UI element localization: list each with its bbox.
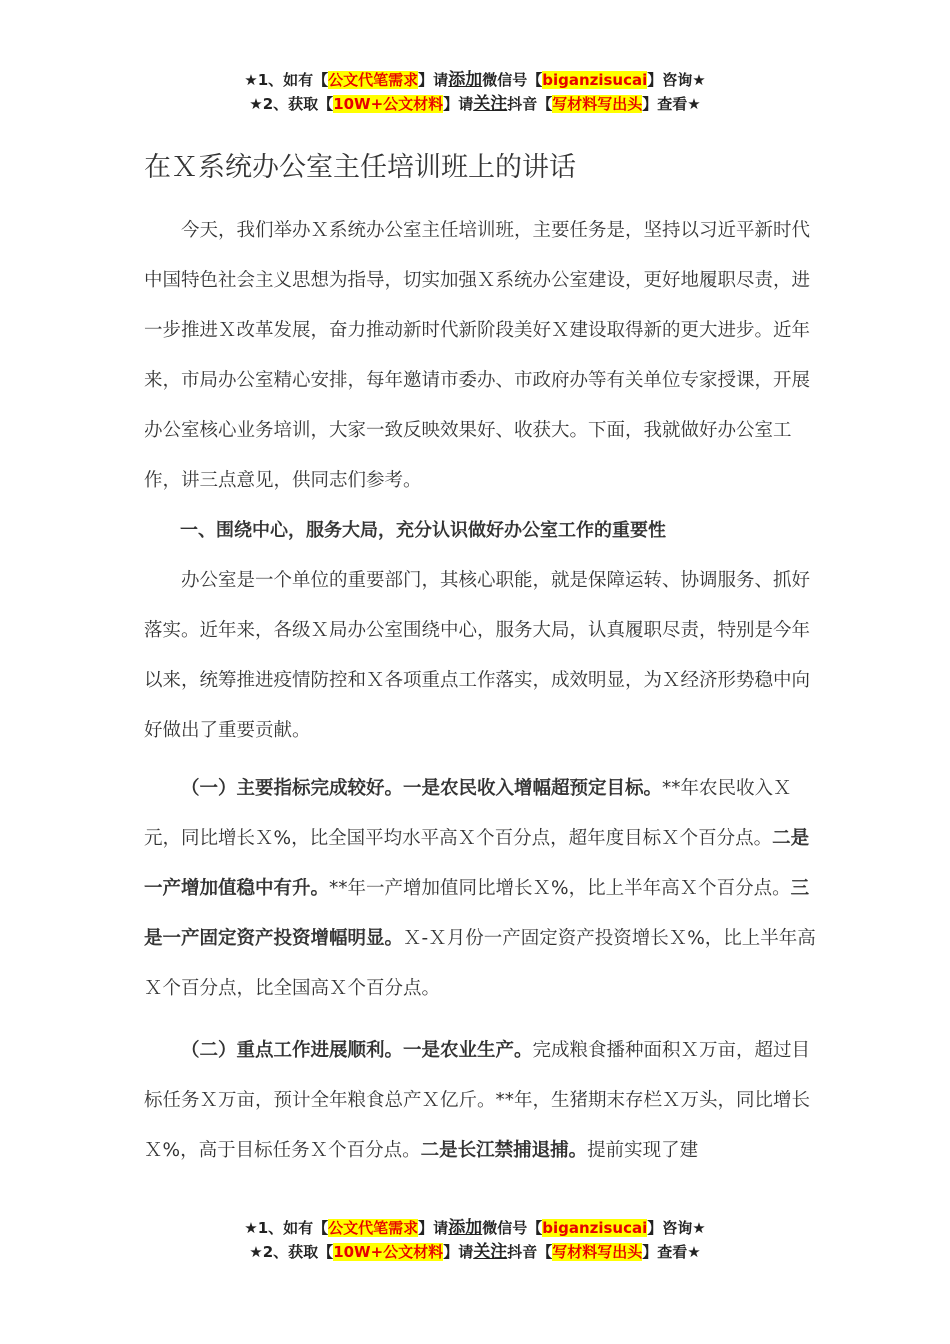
document-body-part2: [144, 764, 824, 1014]
document-body-part3: [144, 1026, 824, 1176]
promo-line-1: ★1、如有【公文代笔需求】请添加微信号【biganzisucai】咨询★: [244, 70, 706, 90]
paragraph-office-role: 办公室是一个单位的重要部门，其核心职能，就是保障运转、协调服务、抓好落实。近年来，各级Ｘ局办公室围绕中心，服务大局，认真履职尽责，特别是今年以来，统筹推进疫情防控和Ｘ各项重点工作落实，成效明显，为Ｘ经济形势稳中向好做出了重要贡献。: [144, 570, 811, 741]
douyin-account[interactable]: 写材料写出头: [552, 1243, 643, 1261]
section-heading-1: 一、围绕中心，服务大局，充分认识做好办公室工作的重要性: [180, 520, 666, 541]
paragraph-indicators: （一）主要指标完成较好。一是农民收入增幅超预定目标。**年农民收入Ｘ元，同比增长Ｘ%，比全国平均水平高Ｘ个百分点，超年度目标Ｘ个百分点。二是一产增加值稳中有升。**年一产增加值同比增长Ｘ%，比上半年高Ｘ个百分点。三是一产固定资产投资增幅明显。Ｘ-Ｘ月份一产固定资产投资增长Ｘ%，比上半年高Ｘ个百分点，比全国高Ｘ个百分点。: [144, 778, 816, 999]
wechat-id[interactable]: biganzisucai: [542, 1219, 648, 1237]
document-body-part1: [144, 206, 824, 756]
highlight-service: 公文代笔需求: [328, 71, 419, 89]
highlight-materials: 10W+公文材料: [333, 95, 444, 113]
highlight-service: 公文代笔需求: [328, 1219, 419, 1237]
promo-line-1: ★1、如有【公文代笔需求】请添加微信号【biganzisucai】咨询★: [244, 1218, 706, 1238]
promo-banner-bottom: [0, 1216, 950, 1264]
promo-banner-top: [0, 68, 950, 116]
promo-line-2: ★2、获取【10W+公文材料】请关注抖音【写材料写出头】查看★: [249, 94, 701, 114]
highlight-materials: 10W+公文材料: [333, 1243, 444, 1261]
wechat-id[interactable]: biganzisucai: [542, 71, 648, 89]
paragraph-key-work: （二）重点工作进展顺利。一是农业生产。完成粮食播种面积Ｘ万亩，超过目标任务Ｘ万亩，预计全年粮食总产Ｘ亿斤。**年，生猪期末存栏Ｘ万头，同比增长Ｘ%，高于目标任务Ｘ个百分点。二是长江禁捕退捕。提前实现了建: [144, 1040, 811, 1161]
promo-line-2: ★2、获取【10W+公文材料】请关注抖音【写材料写出头】查看★: [249, 1242, 701, 1262]
douyin-account[interactable]: 写材料写出头: [552, 95, 643, 113]
paragraph-intro: 今天，我们举办Ｘ系统办公室主任培训班，主要任务是，坚持以习近平新时代中国特色社会主义思想为指导，切实加强Ｘ系统办公室建设，更好地履职尽责，进一步推进Ｘ改革发展，奋力推动新时代新阶段美好Ｘ建设取得新的更大进步。近年来，市局办公室精心安排，每年邀请市委办、市政府办等有关单位专家授课，开展办公室核心业务培训，大家一致反映效果好、收获大。下面，我就做好办公室工作，讲三点意见，供同志们参考。: [144, 220, 811, 491]
document-title: 在Ｘ系统办公室主任培训班上的讲话: [144, 152, 576, 183]
